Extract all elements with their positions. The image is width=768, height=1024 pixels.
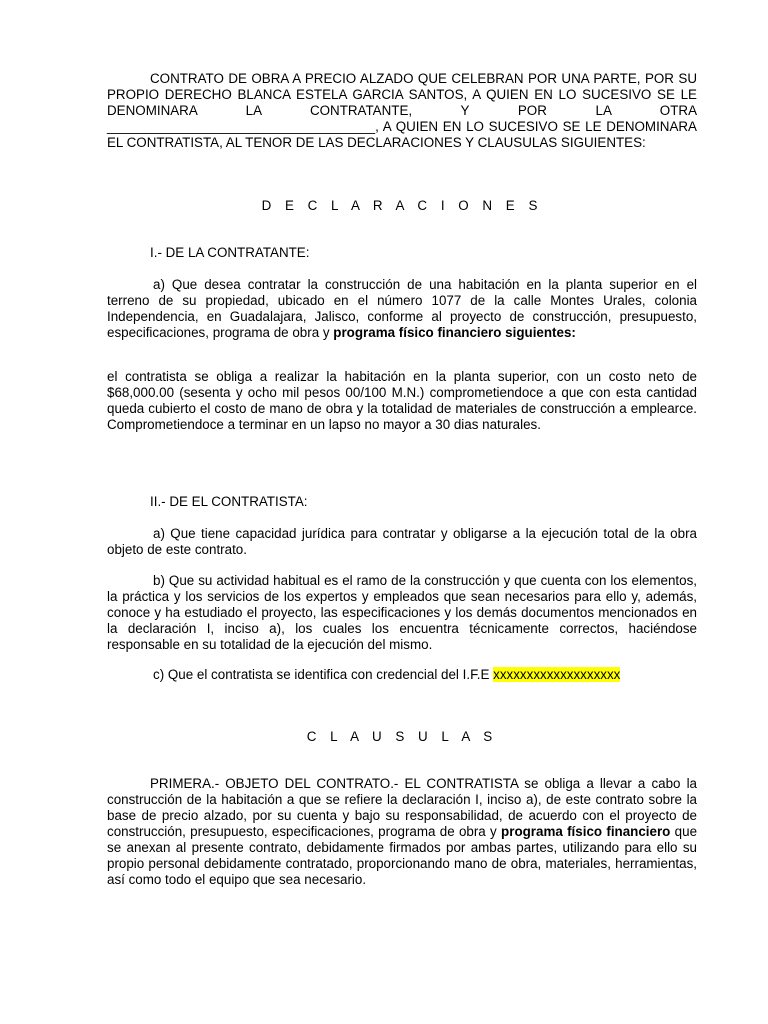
intro-text-2: , A QUIEN EN LO SUCESIVO SE LE DENOMINARA EL CONTRATISTA, AL TENOR DE LAS DECLARACIONES Y CLAUSULAS SIGUIENTES: bbox=[107, 119, 697, 150]
primera-text-2: que se anexan al presente contrato, debidamente firmados por ambas partes, utilizando para ello su propio personal debidamente contratado, proporcionando mano de obra, materiales, herramientas, así como todo el equipo que sea necesario. bbox=[107, 824, 698, 887]
primera-text-1: PRIMERA.- OBJETO DEL CONTRATO.- EL CONTRATISTA se obliga a llevar a cabo la construcción de la habitación a que se refiere la declaración I, inciso a), de este contrato sobre la base de precio alzado, por su cuenta y bajo su responsabilidad, de acuerdo con el proyecto de construcción, presupuesto, especificaciones, programa de obra y bbox=[107, 776, 697, 839]
intro-paragraph bbox=[107, 71, 697, 151]
clausulas-title: C L A U S U L A S bbox=[306, 729, 498, 744]
intro-text-1: CONTRATO DE OBRA A PRECIO ALZADO QUE CELEBRAN POR UNA PARTE, POR SU PROPIO DERECHO BLANCA ESTELA GARCIA SANTOS, A QUIEN EN LO SUCESIVO SE LE DENOMINARA LA CONTRATANTE, Y POR LA OTRA bbox=[107, 71, 697, 118]
primera-bold: programa físico financiero bbox=[501, 824, 671, 839]
contratista-clause-a: a) Que tiene capacidad jurídica para contratar y obligarse a la ejecución total de la obra objeto de este contrato. bbox=[107, 526, 697, 557]
obligation-paragraph: el contratista se obliga a realizar la habitación en la planta superior, con un costo neto de $68,000.00 (sesenta y ocho mil pesos 00/100 M.N.) comprometiendoce a que con esta cantidad queda cubierto el costo de mano de obra y la totalidad de materiales de construcción a emplearce. Comprometiendoce a terminar en un lapso no mayor a 30 dias naturales. bbox=[107, 369, 697, 432]
contratante-clause-a-text: a) Que desea contratar la construcción de una habitación en la planta superior en el terreno de su propiedad, ubicado en el número 1077 de la calle Montes Urales, colonia Independencia, en Guadalajara, Jalisco, conforme al proyecto de construcción, presupuesto, especificaciones, programa de obra y bbox=[107, 277, 697, 340]
contratista-heading: II.- DE EL CONTRATISTA: bbox=[150, 494, 308, 509]
ife-number-highlight: xxxxxxxxxxxxxxxxxxx bbox=[493, 667, 621, 682]
contratista-clause-c-text: c) Que el contratista se identifica con credencial del I.F.E bbox=[153, 667, 494, 682]
contratista-clause-b: b) Que su actividad habitual es el ramo de la construcción y que cuenta con los elementos, la práctica y los servicios de los expertos y empleados que sean necesarios para ello y, además, conoce y ha estudiado el proyecto, las especificaciones y los demás documentos mencionados en la declaración I, inciso a), los cuales los encuentra técnicamente correctos, haciéndose responsable en su totalidad de la ejecución del mismo. bbox=[107, 573, 697, 652]
intro-blank-line: ____________________________________ bbox=[107, 119, 376, 134]
contratante-clause-a-bold: programa físico financiero siguientes: bbox=[333, 325, 576, 340]
declaraciones-title: D E C L A R A C I O N E S bbox=[261, 198, 543, 213]
contratante-clause-a bbox=[107, 277, 697, 341]
contratista-clause-c bbox=[107, 667, 697, 683]
primera-clause bbox=[107, 776, 697, 888]
contratante-heading: I.- DE LA CONTRATANTE: bbox=[150, 245, 310, 260]
